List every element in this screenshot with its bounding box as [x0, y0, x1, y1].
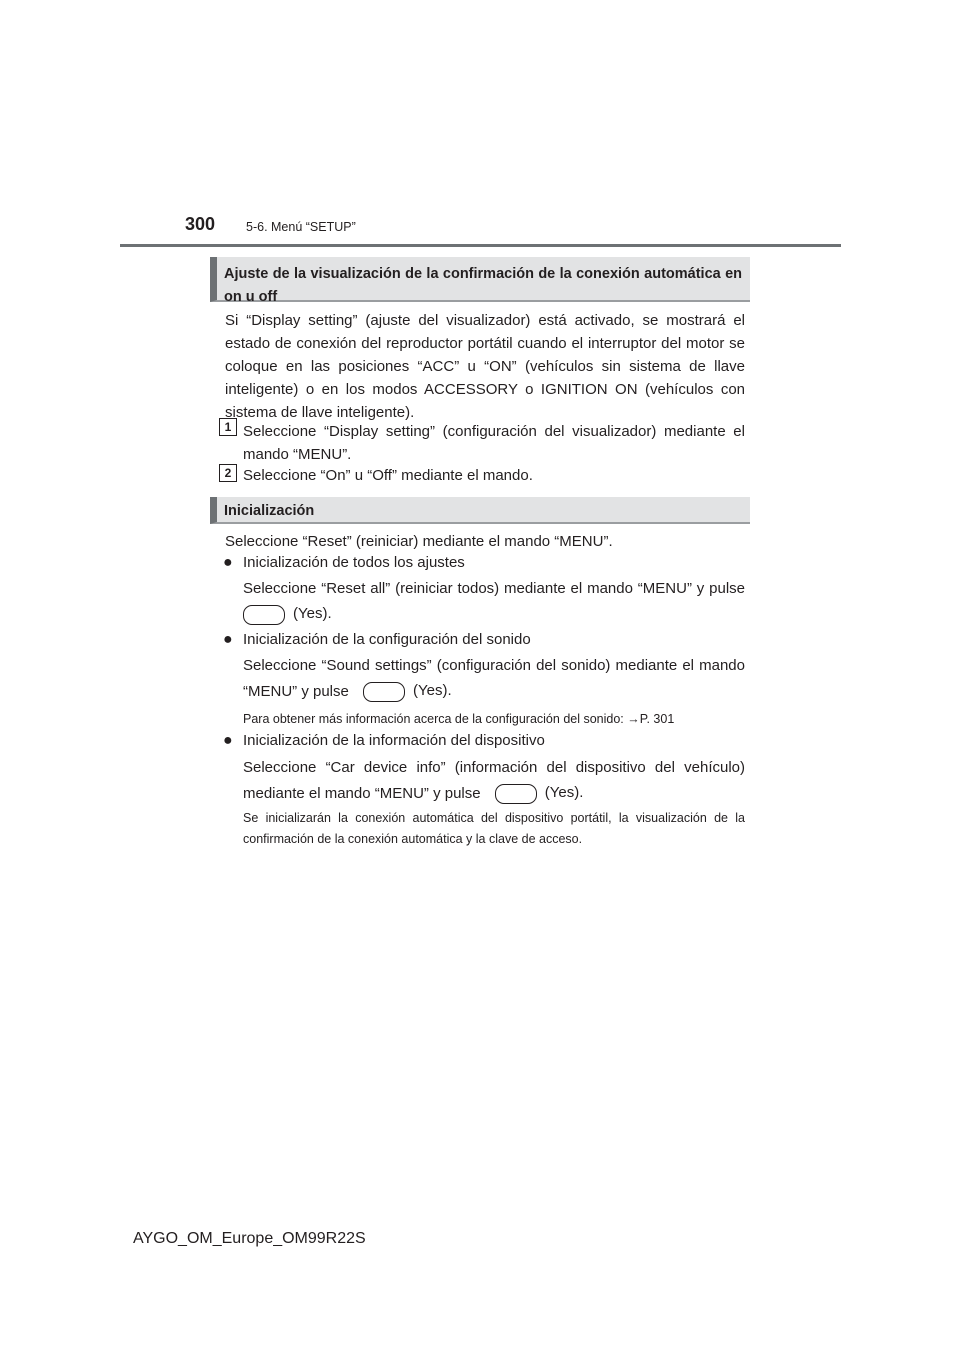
note-device-info: Se inicializarán la conexión automática del dispositivo portátil, la visualización de la confirmación de la conexión automática y la clave de acceso.	[243, 811, 745, 846]
item-button-line-reset-all	[243, 603, 745, 626]
step-number-1: 1	[219, 418, 237, 436]
item-text-sound-settings: Seleccione “Sound settings” (configuración del sonido) mediante el mando	[243, 657, 745, 674]
item-title-reset-all: Inicialización de todos los ajustes	[243, 554, 465, 571]
yes-label: (Yes).	[293, 605, 332, 622]
step-text-1: Seleccione “Display setting” (configuración del visualizador) mediante el mando “MENU”.	[243, 423, 745, 463]
bullet-icon: ●	[223, 554, 233, 571]
document-code: AYGO_OM_Europe_OM99R22S	[133, 1230, 366, 1247]
step-text-2: Seleccione “On” u “Off” mediante el mando.	[243, 467, 533, 484]
yes-button-icon	[495, 784, 537, 804]
item-text-reset-all: Seleccione “Reset all” (reiniciar todos) mediante el mando “MENU” y pulse	[243, 580, 745, 597]
step-number-2: 2	[219, 464, 237, 482]
yes-button-icon	[243, 605, 285, 625]
item-line-prefix: mediante el mando “MENU” y pulse	[243, 785, 481, 802]
bullet-icon: ●	[223, 631, 233, 648]
item-title-device-info: Inicialización de la información del dispositivo	[243, 732, 545, 749]
page-number: 300	[185, 214, 216, 234]
item-line-prefix: “MENU” y pulse	[243, 683, 349, 700]
yes-button-icon	[363, 682, 405, 702]
section-reference: 5-6. Menú “SETUP”	[246, 220, 356, 234]
yes-label: (Yes).	[544, 784, 584, 801]
section-heading-initialization: Inicialización	[210, 497, 750, 524]
reset-instruction: Seleccione “Reset” (reiniciar) mediante el mando “MENU”.	[225, 533, 613, 550]
intro-paragraph: Si “Display setting” (ajuste del visualizador) está activado, se mostrará el estado de conexión del reproductor portátil cuando el interruptor del motor se coloque en las posiciones “ACC” u “ON” (vehículos sin sistema de llave inteligente) o en los modos ACCESSORY o IGNITION ON (vehículos con sistema de llave inteligente).	[225, 312, 745, 421]
header-divider	[120, 244, 841, 247]
item-text-device-info: Seleccione “Car device info” (información del dispositivo del vehículo)	[243, 759, 745, 776]
item-button-line-device-info	[243, 782, 745, 805]
note-sound-settings: Para obtener más información acerca de la configuración del sonido: →P. 301	[243, 712, 675, 726]
item-button-line-sound-settings	[243, 680, 745, 703]
item-title-sound-settings: Inicialización de la configuración del sonido	[243, 631, 531, 648]
yes-label: (Yes).	[413, 682, 452, 699]
section-heading-auto-connection: Ajuste de la visualización de la confirmación de la conexión automática en on u off	[210, 257, 750, 302]
bullet-icon: ●	[223, 732, 233, 749]
